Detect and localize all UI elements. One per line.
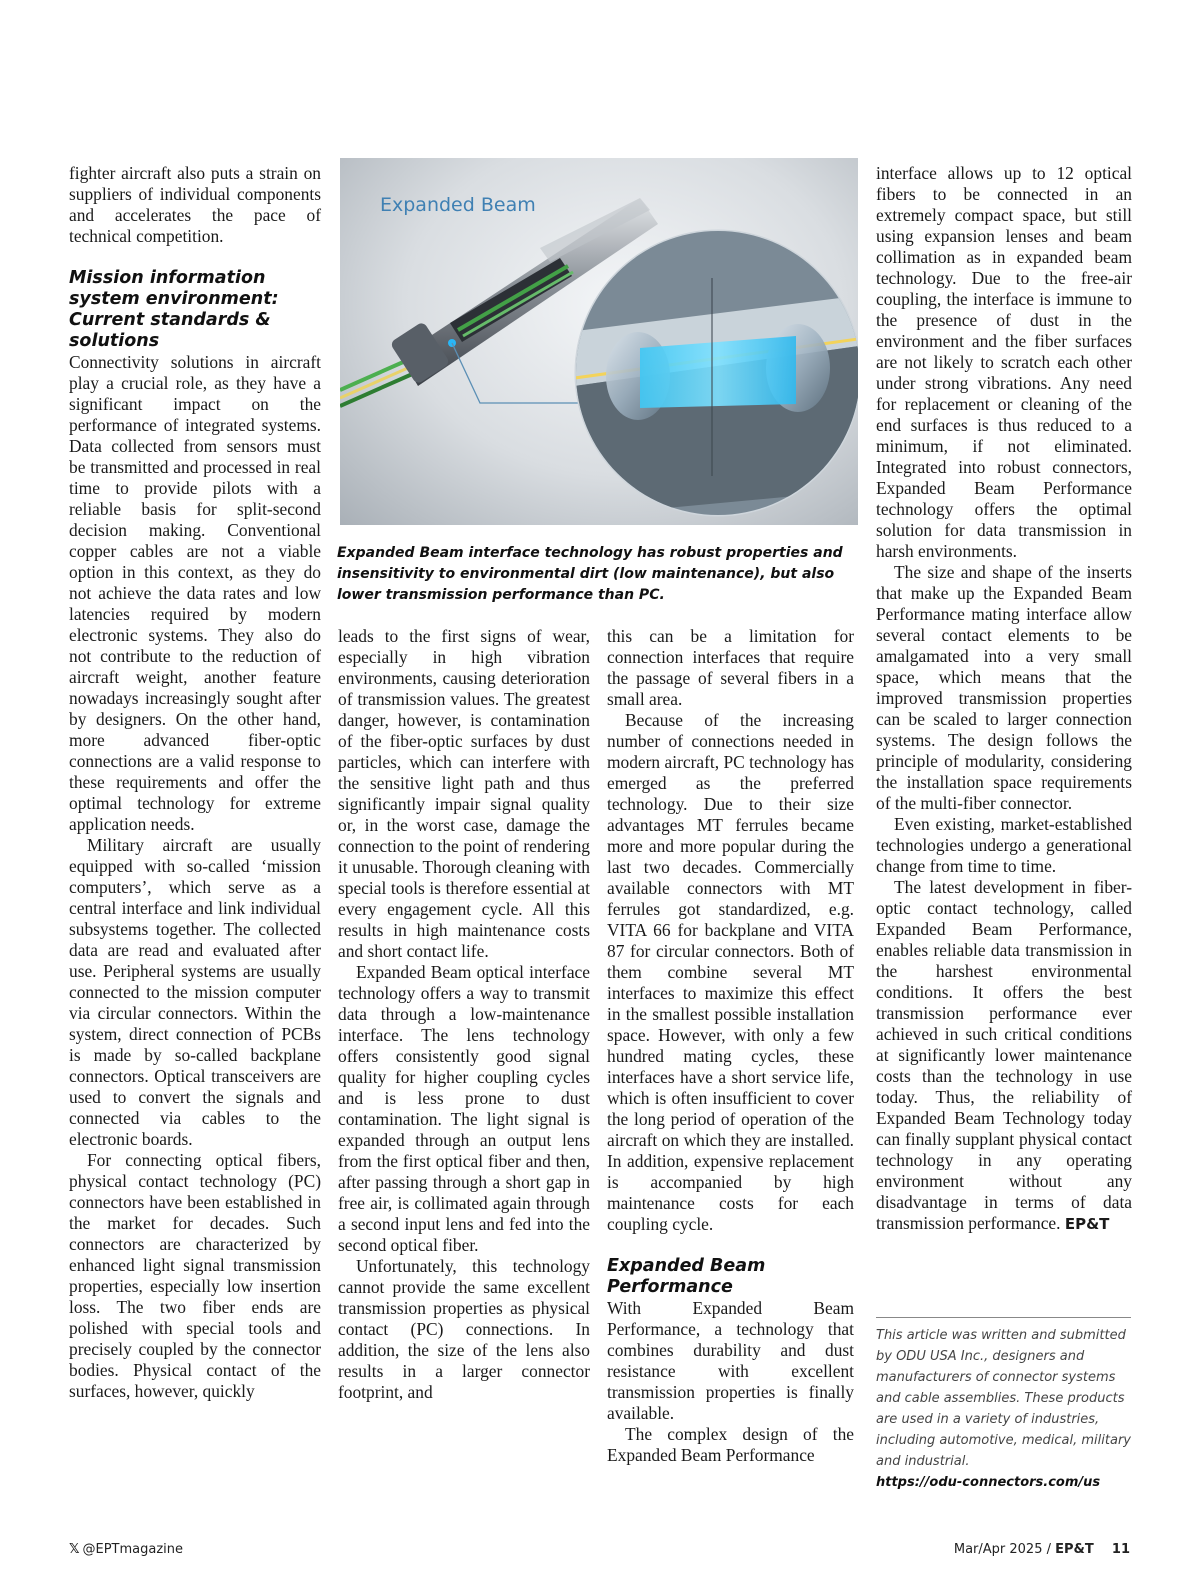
figure-label: Expanded Beam [380, 194, 536, 216]
paragraph: Even existing, market-established technologies undergo a generational change from time to time. [876, 814, 1132, 876]
magazine-logo: EP&T [1055, 1542, 1094, 1557]
credit-link[interactable]: https://odu-connectors.com/us [876, 1475, 1101, 1490]
paragraph: fighter aircraft also puts a strain on suppliers of individual components and accelerates the pace of technical competition. [69, 163, 321, 246]
final-paragraph-text: The latest development in fiber-optic contact technology, called Expanded Beam Performance, enables reliable data transmission in the harshest environmental conditions. It offers the best transmission performance ever achieved in such critical conditions at significantly lower maintenance costs than the technology in use today. Thus, the reliability of Expanded Beam Technology today can finally supplant physical contact technology in any operating environment without any disadvantage in terms of data transmission performance. [876, 877, 1132, 1233]
paragraph: Unfortunately, this technology cannot provide the same excellent transmission properties as physical contact (PC) connections. In addition, the size of the lens also results in a larger connector footprint, and [338, 1256, 590, 1402]
paragraph: Connectivity solutions in aircraft play a crucial role, as they have a significant impact on the performance of integrated systems. Data collected from sensors must be transmitted and processed in real time to provide pilots with a reliable basis for split-second decision making. Conventional copper cables are not a viable option in this context, as they do not achieve the data rates and low latencies required by modern electronic systems. They also do not contribute to the reduction of aircraft weight, another feature nowadays increasingly sought after by designers. On the other hand, more advanced fiber-optic connections are a valid response to these requirements and offer the optimal technology for extreme application needs. [69, 352, 321, 834]
end-mark-logo: EP&T [1064, 1215, 1110, 1233]
article-column-4 [876, 163, 1132, 1235]
section-heading: Expanded Beam Performance [607, 1256, 766, 1297]
page-number: 11 [1111, 1542, 1130, 1557]
x-logo-icon: 𝕏 [69, 1542, 80, 1557]
section-heading: Mission information system environment: Current standards & solutions [69, 268, 279, 351]
paragraph: With Expanded Beam Performance, a technology that combines durability and dust resistance with excellent transmission properties is finally available. [607, 1298, 854, 1423]
footer-social [69, 1542, 183, 1557]
paragraph: this can be a limitation for connection interfaces that require the passage of several fibers in a small area. [607, 626, 854, 709]
expanded-beam-figure [340, 158, 858, 525]
paragraph: Expanded Beam optical interface technology offers a way to transmit data through a low-maintenance interface. The lens technology offers consistently good signal quality for higher coupling cycles and is less prone to dust contamination. The light signal is expanded through an output lens from the first optical fiber and then, after passing through a short gap in free air, is collimated again through a second input lens and fed into the second optical fiber. [338, 962, 590, 1255]
social-handle[interactable]: @EPTmagazine [82, 1542, 183, 1557]
credit-text: This article was written and submitted by ODU USA Inc., designers and manufacturers of connector systems and cable assemblies. These products are used in a variety of industries, including automotive, medical, military and industrial. [876, 1328, 1131, 1469]
article-column-2 [338, 626, 590, 1403]
article-column-1 [69, 163, 321, 1402]
issue-date: Mar/Apr 2025 / [953, 1542, 1051, 1557]
paragraph: For connecting optical fibers, physical contact technology (PC) connectors have been established in the market for decades. Such connectors are characterized by enhanced light signal transmission properties, especially low insertion loss. The two fiber ends are polished with special tools and precisely coupled by the connector bodies. Physical contact of the surfaces, however, quickly [69, 1150, 321, 1401]
paragraph: The complex design of the Expanded Beam Performance [607, 1424, 854, 1465]
paragraph: Because of the increasing number of connections needed in modern aircraft, PC technology has emerged as the preferred technology. Due to their size advantages MT ferrules became more and more popular during the last two decades. Commercially available connectors with MT ferrules got standardized, e.g. VITA 66 for backplane and VITA 87 for circular connectors. Both of them combine several MT interfaces to maximize this effect in the smallest possible installation space. However, with only a few hundred mating cycles, these interfaces have a short service life, which is often insufficient to cover the long period of operation of the aircraft on which they are installed. In addition, expensive replacement is accompanied by high maintenance costs for each coupling cycle. [607, 710, 854, 1234]
paragraph [876, 877, 1132, 1235]
author-credit [876, 1325, 1138, 1493]
footer-issue [954, 1542, 1130, 1557]
credit-divider [876, 1317, 1131, 1318]
figure-caption: Expanded Beam interface technology has robust properties and insensitivity to environmental dirt (low maintenance), but also lower transmission performance than PC. [337, 545, 843, 603]
paragraph: Military aircraft are usually equipped with so-called ‘mission computers’, which serve as a central interface and link individual subsystems together. The collected data are read and evaluated after use. Peripheral systems are usually connected to the mission computer via circular connectors. Within the system, direct connection of PCBs is made by so-called backplane connectors. Optical transceivers are used to convert the signals and connected via cables to the electronic boards. [69, 835, 321, 1149]
paragraph: leads to the first signs of wear, especially in high vibration environments, causing deterioration of transmission values. The greatest danger, however, is contamination of the fiber-optic surfaces by dust particles, which can interfere with the sensitive light path and thus significantly impair signal quality or, in the worst case, damage the connection to the point of rendering it unusable. Thorough cleaning with special tools is therefore essential at every engagement cycle. All this results in high maintenance costs and short contact life. [338, 626, 590, 961]
paragraph: interface allows up to 12 optical fibers to be connected in an extremely compact space, but still using expansion lenses and beam collimation as in expanded beam technology. Due to the free-air coupling, the interface is immune to the presence of dust in the environment and the fiber surfaces are not likely to scratch each other under strong vibrations. Any need for replacement or cleaning of the end surfaces is thus reduced to a minimum, if not eliminated. Integrated into robust connectors, Expanded Beam Performance technology offers the optimal solution for data transmission in harsh environments. [876, 163, 1132, 561]
paragraph: The size and shape of the inserts that make up the Expanded Beam Performance mating interface allow several contact elements to be amalgamated into a very small space, which means that the improved transmission properties can be scaled to larger connection systems. The design follows the principle of modularity, considering the installation space requirements of the multi-fiber connector. [876, 562, 1132, 813]
article-column-3 [607, 626, 854, 1466]
